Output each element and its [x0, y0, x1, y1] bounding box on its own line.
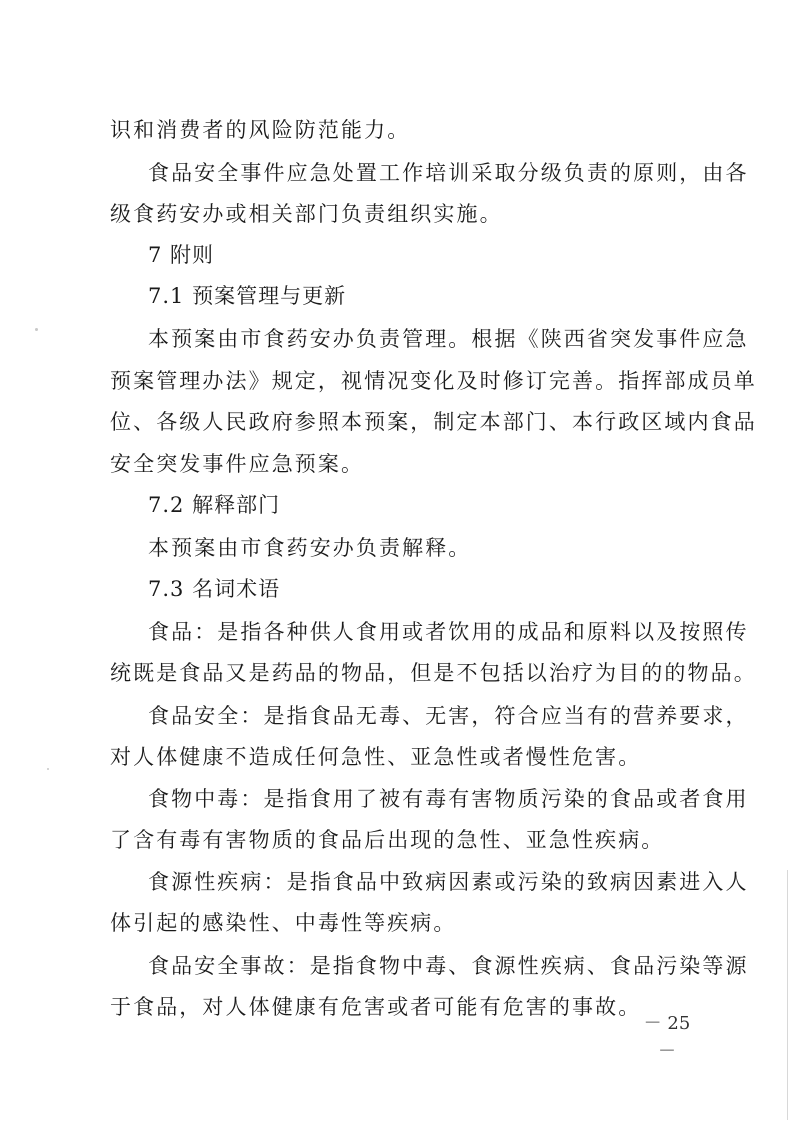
body-text-line: 食品安全事件应急处置工作培训采取分级负责的原则，由各 [148, 161, 749, 185]
body-text-line: 食品安全：是指食品无毒、无害，符合应当有的营养要求， [148, 704, 749, 728]
body-text-line: 体引起的感染性、中毒性等疾病。 [110, 911, 457, 935]
scan-edge-line [787, 870, 788, 1120]
body-text-line: 安全突发事件应急预案。 [110, 452, 365, 476]
body-text-line: 食品：是指各种供人食用或者饮用的成品和原料以及按照传 [148, 620, 749, 644]
body-text-line: 食物中毒：是指食用了被有毒有害物质污染的食品或者食用 [148, 787, 749, 811]
body-text-line: 食品安全事故：是指食物中毒、食源性疾病、食品污染等源 [148, 954, 749, 978]
body-text-line: 位、各级人民政府参照本预案，制定本部门、本行政区域内食品 [110, 410, 757, 434]
subsection-heading: 7.1 预案管理与更新 [148, 284, 347, 308]
body-text-line: 本预案由市食药安办负责解释。 [148, 536, 472, 560]
scan-speck [35, 328, 38, 331]
body-text-line: 级食药安办或相关部门负责组织实施。 [110, 202, 503, 226]
body-text-line: 本预案由市食药安办负责管理。根据《陕西省突发事件应急 [148, 327, 749, 351]
body-text-line: 了含有毒有害物质的食品后出现的急性、亚急性疾病。 [110, 828, 665, 852]
subsection-heading: 7.3 名词术语 [148, 577, 281, 601]
body-text-line: 预案管理办法》规定，视情况变化及时修订完善。指挥部成员单 [110, 369, 757, 393]
section-heading: 7 附则 [148, 243, 215, 267]
scan-speck [47, 768, 49, 770]
body-text-line: 识和消费者的风险防范能力。 [110, 118, 411, 142]
body-text-line: 对人体健康不造成任何急性、亚急性或者慢性危害。 [110, 745, 642, 769]
body-text-line: 统既是食品又是药品的物品，但是不包括以治疗为目的的物品。 [110, 661, 757, 685]
body-text-line: 于食品，对人体健康有危害或者可能有危害的事故。 [110, 995, 642, 1019]
body-text-line: 食源性疾病：是指食品中致病因素或污染的致病因素进入人 [148, 870, 749, 894]
page-number: － 25 － [643, 1013, 691, 1062]
subsection-heading: 7.2 解释部门 [148, 493, 281, 517]
